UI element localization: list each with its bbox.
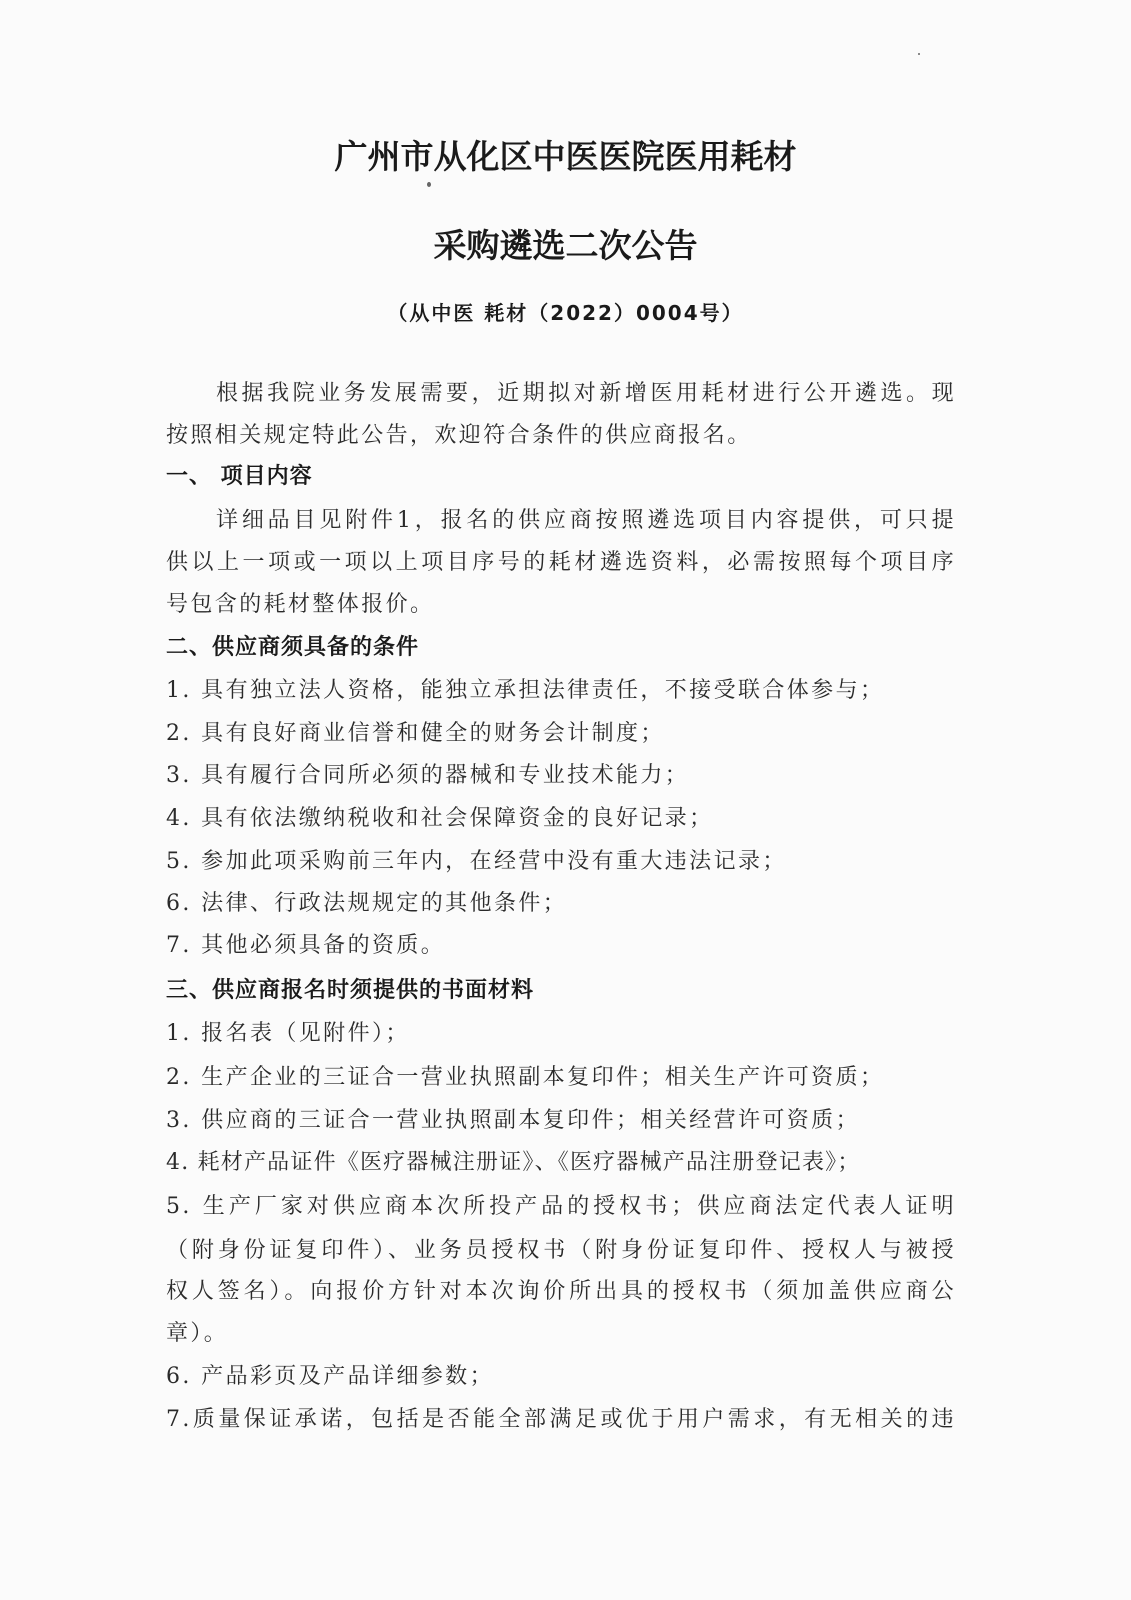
condition-item: 1. 具有独立法人资格，能独立承担法律责任，不接受联合体参与； xyxy=(166,678,885,703)
material-item: （附身份证复印件）、业务员授权书（附身份证复印件、授权人与被授 xyxy=(166,1238,956,1263)
section-1-line: 详细品目见附件1，报名的供应商按照遴选项目内容提供，可只提 xyxy=(216,508,956,533)
section-2-heading: 二、供应商须具备的条件 xyxy=(166,635,420,660)
material-item: 6. 产品彩页及产品详细参数； xyxy=(166,1364,494,1389)
document-number: （从中医 耗材（2022）0004号） xyxy=(387,301,744,325)
scan-speck xyxy=(918,53,920,55)
condition-item: 3. 具有履行合同所必须的器械和专业技术能力； xyxy=(166,763,690,788)
section-3-heading: 三、供应商报名时须提供的书面材料 xyxy=(166,978,535,1003)
intro-line: 根据我院业务发展需要，近期拟对新增医用耗材进行公开遴选。现 xyxy=(216,381,956,406)
condition-item: 4. 具有依法缴纳税收和社会保障资金的良好记录； xyxy=(166,806,714,831)
condition-item: 7. 其他必须具备的资质。 xyxy=(166,933,446,958)
material-item: 5. 生产厂家对供应商本次所投产品的授权书；供应商法定代表人证明 xyxy=(166,1194,956,1219)
title-line-2: 采购遴选二次公告 xyxy=(433,226,698,265)
condition-item: 6. 法律、行政法规规定的其他条件； xyxy=(166,891,568,916)
material-item: 章）。 xyxy=(166,1321,229,1346)
scan-speck xyxy=(427,182,431,187)
material-item: 权人签名）。向报价方针对本次询价所出具的授权书（须加盖供应商公 xyxy=(166,1279,956,1304)
intro-line: 按照相关规定特此公告，欢迎符合条件的供应商报名。 xyxy=(166,423,752,448)
material-item: 1. 报名表（见附件）； xyxy=(166,1021,410,1046)
section-1-line: 供以上一项或一项以上项目序号的耗材遴选资料，必需按照每个项目序 xyxy=(166,550,956,575)
section-1-heading: 一、 项目内容 xyxy=(166,464,313,489)
section-1-line: 号包含的耗材整体报价。 xyxy=(166,592,435,617)
material-item: 2. 生产企业的三证合一营业执照副本复印件；相关生产许可资质； xyxy=(166,1065,885,1090)
condition-item: 2. 具有良好商业信誉和健全的财务会计制度； xyxy=(166,721,665,746)
condition-item: 5. 参加此项采购前三年内，在经营中没有重大违法记录； xyxy=(166,849,787,874)
material-item: 7.质量保证承诺，包括是否能全部满足或优于用户需求，有无相关的违 xyxy=(166,1407,956,1432)
title-line-1: 广州市从化区中医医院医用耗材 xyxy=(334,137,797,176)
material-item: 3. 供应商的三证合一营业执照副本复印件；相关经营许可资质； xyxy=(166,1108,860,1133)
material-item: 4. 耗材产品证件《医疗器械注册证》、《医疗器械产品注册登记表》； xyxy=(166,1150,861,1175)
